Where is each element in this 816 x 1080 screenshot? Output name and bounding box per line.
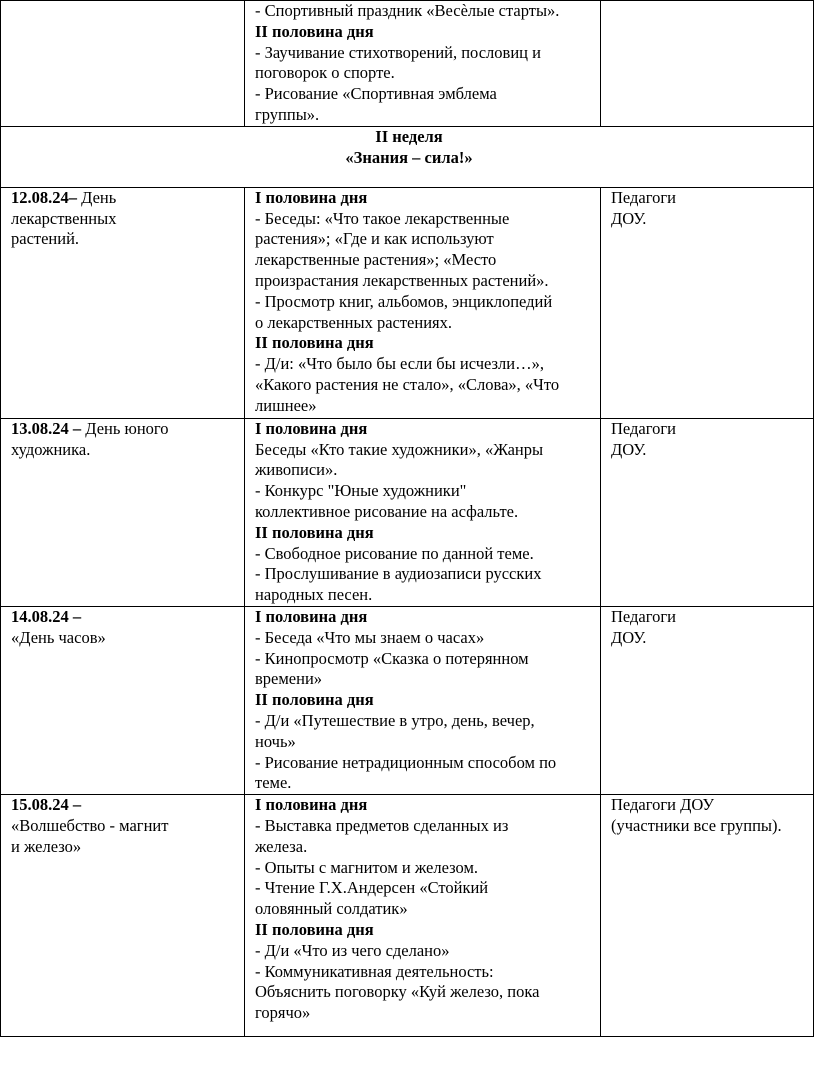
day-theme: «День часов» — [11, 627, 106, 647]
day-theme: растений. — [11, 229, 80, 249]
activity-line: лекарственные растения»; «Место — [255, 250, 497, 270]
section-heading: II половина дня — [255, 690, 374, 710]
responsible-line: (участники все группы). — [611, 815, 782, 835]
table-row — [1, 187, 814, 418]
activity-line: Объяснить поговорку «Куй железо, пока — [255, 982, 540, 1002]
activity-line: Беседы «Кто такие художники», «Жанры — [255, 439, 544, 459]
content-cell — [245, 1, 601, 127]
activity-line: ночь» — [255, 731, 296, 751]
activity-line: железа. — [255, 836, 308, 856]
activity-line: - Беседа «Что мы знаем о часах» — [255, 627, 485, 647]
week-header — [1, 126, 814, 187]
date-line — [11, 607, 238, 628]
day-theme: и железо» — [11, 836, 82, 856]
activity-line: «Какого растения не стало», «Слова», «Что — [255, 374, 560, 394]
date-value: 12.08.24– — [11, 187, 77, 207]
activity-line: горячо» — [255, 1003, 311, 1023]
activity-line: - Д/и «Путешествие в утро, день, вечер, — [255, 710, 535, 730]
day-theme: художника. — [11, 439, 91, 459]
activity-line: - Рисование «Спортивная эмблема — [255, 84, 497, 104]
responsible-line: ДОУ. — [611, 627, 647, 647]
activity-line: - Выставка предметов сделанных из — [255, 815, 509, 835]
activity-line: группы». — [255, 104, 320, 124]
section-heading: I половина дня — [255, 187, 368, 207]
activity-line: - Свободное рисование по данной теме. — [255, 543, 534, 563]
date-line — [11, 419, 238, 440]
day-theme: лекарственных — [11, 208, 117, 228]
responsible-line: ДОУ. — [611, 439, 647, 459]
responsible-line: Педагоги — [611, 187, 676, 207]
day-theme: «Волшебство - магнит — [11, 815, 169, 835]
date-value: 14.08.24 – — [11, 606, 82, 626]
section-heading: II половина дня — [255, 333, 374, 353]
date-line — [11, 440, 238, 461]
activity-line: - Просмотр книг, альбомов, энциклопедий — [255, 291, 553, 311]
section-heading: I половина дня — [255, 418, 368, 438]
responsible-line: Педагоги — [611, 418, 676, 438]
date-cell — [1, 418, 245, 606]
date-cell — [1, 1, 245, 127]
date-cell — [1, 606, 245, 794]
activity-line: растения»; «Где и как используют — [255, 229, 494, 249]
date-value: 15.08.24 – — [11, 795, 82, 815]
date-value: 13.08.24 – — [11, 418, 82, 438]
activity-line: - Чтение Г.Х.Андерсен «Стойкий — [255, 878, 489, 898]
activity-line: - Кинопросмотр «Сказка о потерянном — [255, 648, 529, 668]
week-title: II неделя — [375, 126, 443, 146]
activity-line: - Беседы: «Что такое лекарственные — [255, 208, 510, 228]
activity-line: о лекарственных растениях. — [255, 312, 453, 332]
responsible-cell — [601, 795, 814, 1037]
activity-line: - Заучивание стихотворений, пословиц и — [255, 42, 541, 62]
responsible-cell — [601, 418, 814, 606]
content-cell — [245, 418, 601, 606]
date-line — [11, 188, 238, 209]
week-subtitle: «Знания – сила!» — [345, 147, 473, 167]
activity-line: - Д/и: «Что было бы если бы исчезли…», — [255, 354, 544, 374]
activity-line: - Коммуникативная деятельность: — [255, 961, 494, 981]
content-cell — [245, 795, 601, 1037]
activity-line: - Рисование нетрадиционным способом по — [255, 752, 557, 772]
activity-line: живописи». — [255, 460, 338, 480]
responsible-cell — [601, 187, 814, 418]
date-cell — [1, 187, 245, 418]
activity-line: народных песен. — [255, 585, 373, 605]
date-line — [11, 229, 238, 250]
activity-line: коллективное рисование на асфальте. — [255, 501, 519, 521]
activity-line: - Конкурс "Юные художники" — [255, 481, 467, 501]
activity-line: - Прослушивание в аудиозаписи русских — [255, 564, 542, 584]
responsible-cell — [601, 606, 814, 794]
section-heading: II половина дня — [255, 919, 374, 939]
day-theme: День — [77, 187, 117, 207]
activity-line: теме. — [255, 773, 292, 793]
activity-line: произрастания лекарственных растений». — [255, 270, 549, 290]
activity-line: поговорок о спорте. — [255, 63, 395, 83]
activity-line: времени» — [255, 669, 323, 689]
date-line — [11, 628, 238, 649]
responsible-line: Педагоги ДОУ — [611, 795, 714, 815]
activity-line: - Д/и «Что из чего сделано» — [255, 940, 450, 960]
responsible-cell — [601, 1, 814, 127]
content-cell — [245, 187, 601, 418]
table-row — [1, 795, 814, 1037]
date-cell — [1, 795, 245, 1037]
section-heading: I половина дня — [255, 795, 368, 815]
date-line — [11, 837, 238, 858]
date-line — [11, 795, 238, 816]
day-theme: День юного — [81, 418, 169, 438]
activity-line: - Опыты с магнитом и железом. — [255, 857, 479, 877]
section-heading: II половина дня — [255, 21, 374, 41]
table-row — [1, 1, 814, 127]
activity-line: оловянный солдатик» — [255, 899, 408, 919]
section-heading: I половина дня — [255, 606, 368, 626]
responsible-line: Педагоги — [611, 606, 676, 626]
date-line — [11, 816, 238, 837]
activity-line: лишнее» — [255, 395, 317, 415]
table-row — [1, 606, 814, 794]
section-heading: II половина дня — [255, 522, 374, 542]
content-cell — [245, 606, 601, 794]
week-header-row — [1, 126, 814, 187]
activity-line: - Спортивный праздник «Весѐлые старты». — [255, 1, 560, 20]
responsible-line: ДОУ. — [611, 208, 647, 228]
table-row — [1, 418, 814, 606]
date-line — [11, 209, 238, 230]
